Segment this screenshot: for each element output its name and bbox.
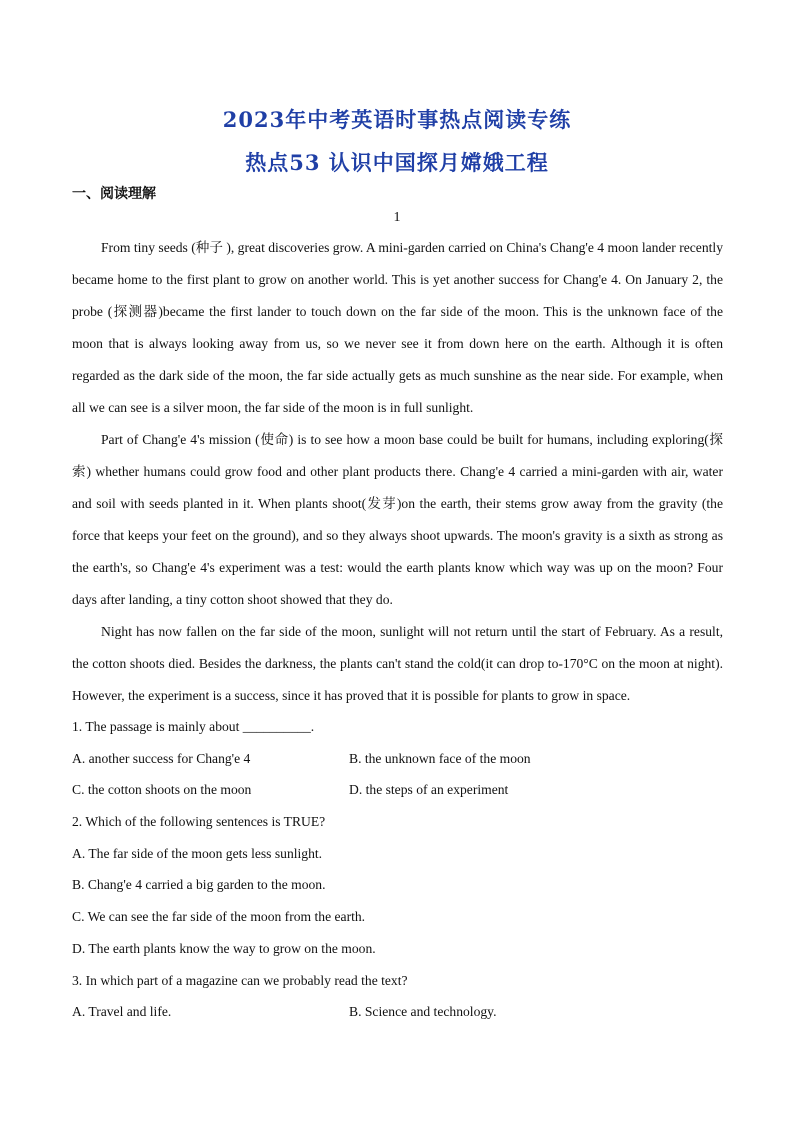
question-3-stem: 3. In which part of a magazine can we probably read the text? [72, 972, 408, 988]
document-subtitle: 热点53 认识中国探月嫦娥工程 [245, 150, 549, 175]
question-1-option-c: C. the cotton shoots on the moon [72, 782, 252, 798]
question-1-option-d: D. the steps of an experiment [349, 782, 509, 798]
passage-paragraph: Night has now fallen on the far side of the moon, sunlight will not return until the start of February. As a result, the cotton shoots died. Besides the darkness, the plants can't stand the cold(it can drop to-170°C on the moon at night). However, the experiment is a success, since it has proved that it is possible for plants to grow in space. [72, 624, 723, 703]
question-2-option-d: D. The earth plants know the way to grow on the moon. [72, 940, 376, 956]
question-3-option-b: B. Science and technology. [349, 1004, 497, 1020]
question-2-option-c: C. We can see the far side of the moon from the earth. [72, 909, 366, 925]
question-3-options-ab [72, 996, 723, 1028]
question-2-stem: 2. Which of the following sentences is TRUE? [72, 814, 326, 830]
question-1-option-b: B. the unknown face of the moon [349, 750, 531, 766]
reading-passage [72, 232, 723, 712]
question-2-option-a: A. The far side of the moon gets less sunlight. [72, 845, 323, 861]
question-list [72, 711, 723, 1028]
question-1-stem: 1. The passage is mainly about __________. [72, 719, 315, 734]
passage-number: 1 [393, 210, 401, 225]
question-1-options-cd [72, 774, 723, 806]
question-3-option-a: A. Travel and life. [72, 1004, 172, 1020]
question-1-options-ab [72, 743, 723, 775]
question-2-option-b: B. Chang'e 4 carried a big garden to the moon. [72, 877, 326, 893]
passage-paragraph: From tiny seeds (种子 ), great discoveries grow. A mini-garden carried on China's Chang'e 4 moon lander recently became home to the first plant to grow on another world. This is yet another success for Chang'e 4. On January 2, the probe (探测器)became the first lander to touch down on the far side of the moon. This is the unknown face of the moon that is always looking away from us, so we never see it from down here on the earth. Although it is often regarded as the dark side of the moon, the far side actually gets as much sunshine as the near side. For example, when all we can see is a silver moon, the far side of the moon is in full sunlight. [72, 240, 723, 415]
question-1-option-a: A. another success for Chang'e 4 [72, 750, 251, 766]
section-heading: 一、阅读理解 [72, 186, 156, 202]
document-title: 2023年中考英语时事热点阅读专练 [222, 107, 572, 132]
passage-paragraph: Part of Chang'e 4's mission (使命) is to see how a moon base could be built for humans, including exploring(探索) whether humans could grow food and other plant products there. Chang'e 4 carried a mini-garden with air, water and soil with seeds planted in it. When plants shoot(发芽)on the earth, their stems grow away from the gravity (the force that keeps your feet on the ground), and so they always shoot upwards. The moon's gravity is a sixth as strong as the earth's, so Chang'e 4's experiment was a test: would the earth plants know which way was up on the moon? Four days after landing, a tiny cotton shoot showed that they do. [72, 432, 723, 607]
